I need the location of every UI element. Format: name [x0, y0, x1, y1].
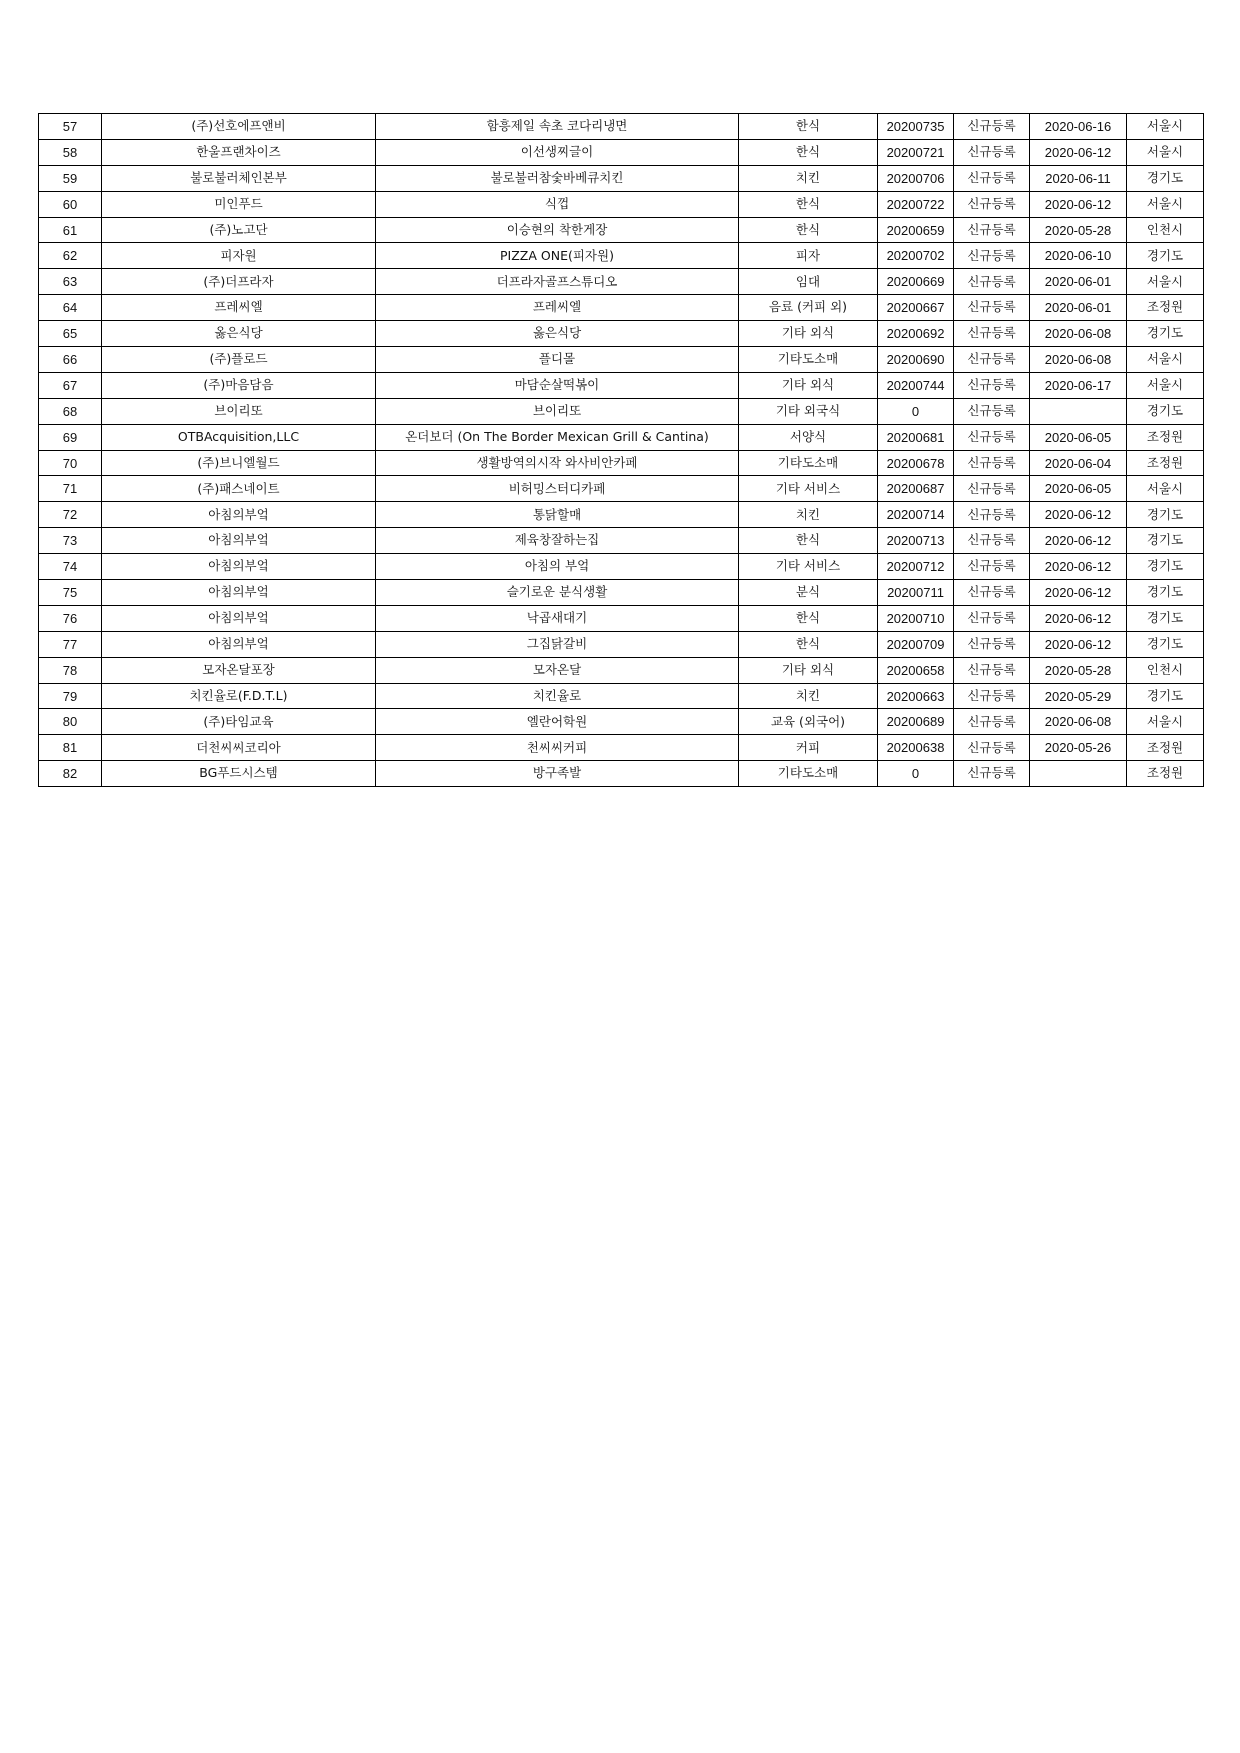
- registration-date-cell: 2020-06-12: [1030, 580, 1127, 606]
- registration-number-cell: 20200669: [878, 269, 954, 295]
- brand-name-cell: 제육창잘하는집: [376, 528, 739, 554]
- registration-date-cell: [1030, 398, 1127, 424]
- region-cell: 서울시: [1127, 191, 1204, 217]
- registration-status-cell: 신규등록: [954, 139, 1030, 165]
- row-number-cell: 61: [39, 217, 102, 243]
- registration-number-cell: 20200687: [878, 476, 954, 502]
- business-category-cell: 피자: [739, 243, 878, 269]
- brand-name-cell: 이선생찌글이: [376, 139, 739, 165]
- brand-name-cell: 엘란어학원: [376, 709, 739, 735]
- table-row: [39, 139, 1204, 165]
- registration-number-cell: 20200721: [878, 139, 954, 165]
- registration-status-cell: 신규등록: [954, 735, 1030, 761]
- business-category-cell: 한식: [739, 631, 878, 657]
- table-row: [39, 217, 1204, 243]
- registration-status-cell: 신규등록: [954, 165, 1030, 191]
- registration-status-cell: 신규등록: [954, 269, 1030, 295]
- registration-date-cell: 2020-05-29: [1030, 683, 1127, 709]
- registration-status-cell: 신규등록: [954, 631, 1030, 657]
- company-name-cell: 모자온달포장: [102, 657, 376, 683]
- table-row: [39, 709, 1204, 735]
- region-cell: 조정원: [1127, 735, 1204, 761]
- region-cell: 경기도: [1127, 243, 1204, 269]
- brand-name-cell: 생활방역의시작 와사비안카페: [376, 450, 739, 476]
- row-number-cell: 63: [39, 269, 102, 295]
- row-number-cell: 77: [39, 631, 102, 657]
- company-name-cell: 미인푸드: [102, 191, 376, 217]
- registration-number-cell: 20200744: [878, 372, 954, 398]
- brand-name-cell: 옳은식당: [376, 321, 739, 347]
- registration-date-cell: 2020-06-11: [1030, 165, 1127, 191]
- region-cell: 조정원: [1127, 424, 1204, 450]
- registration-number-cell: 20200709: [878, 631, 954, 657]
- table-row: [39, 580, 1204, 606]
- business-category-cell: 분식: [739, 580, 878, 606]
- registration-date-cell: 2020-06-12: [1030, 139, 1127, 165]
- company-name-cell: (주)브니엘월드: [102, 450, 376, 476]
- region-cell: 서울시: [1127, 139, 1204, 165]
- row-number-cell: 67: [39, 372, 102, 398]
- company-name-cell: 피자원: [102, 243, 376, 269]
- registration-number-cell: 20200713: [878, 528, 954, 554]
- registration-date-cell: 2020-06-08: [1030, 347, 1127, 373]
- brand-name-cell: 그집닭갈비: [376, 631, 739, 657]
- business-category-cell: 한식: [739, 217, 878, 243]
- company-name-cell: (주)노고단: [102, 217, 376, 243]
- brand-name-cell: 비허밍스터디카페: [376, 476, 739, 502]
- registration-date-cell: 2020-06-05: [1030, 424, 1127, 450]
- brand-name-cell: PIZZA ONE(피자원): [376, 243, 739, 269]
- table-row: [39, 321, 1204, 347]
- company-name-cell: (주)마음담음: [102, 372, 376, 398]
- row-number-cell: 72: [39, 502, 102, 528]
- business-category-cell: 한식: [739, 114, 878, 140]
- registration-number-cell: 20200711: [878, 580, 954, 606]
- registration-number-cell: 0: [878, 761, 954, 787]
- registration-date-cell: 2020-06-17: [1030, 372, 1127, 398]
- business-category-cell: 기타도소매: [739, 450, 878, 476]
- table-body: [39, 114, 1204, 787]
- business-category-cell: 한식: [739, 528, 878, 554]
- business-category-cell: 치킨: [739, 502, 878, 528]
- company-name-cell: (주)플로드: [102, 347, 376, 373]
- brand-name-cell: 방구족발: [376, 761, 739, 787]
- business-category-cell: 커피: [739, 735, 878, 761]
- registration-number-cell: 20200692: [878, 321, 954, 347]
- region-cell: 경기도: [1127, 398, 1204, 424]
- region-cell: 경기도: [1127, 631, 1204, 657]
- registration-date-cell: 2020-06-01: [1030, 269, 1127, 295]
- table-row: [39, 347, 1204, 373]
- registration-number-cell: 20200706: [878, 165, 954, 191]
- region-cell: 서울시: [1127, 269, 1204, 295]
- brand-name-cell: 온더보더 (On The Border Mexican Grill & Cantina): [376, 424, 739, 450]
- row-number-cell: 71: [39, 476, 102, 502]
- table-row: [39, 114, 1204, 140]
- registration-status-cell: 신규등록: [954, 191, 1030, 217]
- table-row: [39, 554, 1204, 580]
- company-name-cell: 프레씨엘: [102, 295, 376, 321]
- company-name-cell: BG푸드시스템: [102, 761, 376, 787]
- business-category-cell: 음료 (커피 외): [739, 295, 878, 321]
- company-name-cell: 아침의부엌: [102, 554, 376, 580]
- row-number-cell: 68: [39, 398, 102, 424]
- table-row: [39, 631, 1204, 657]
- registration-status-cell: 신규등록: [954, 580, 1030, 606]
- registration-date-cell: [1030, 761, 1127, 787]
- region-cell: 인천시: [1127, 657, 1204, 683]
- row-number-cell: 69: [39, 424, 102, 450]
- brand-name-cell: 브이리또: [376, 398, 739, 424]
- registration-date-cell: 2020-06-10: [1030, 243, 1127, 269]
- brand-name-cell: 이승현의 착한게장: [376, 217, 739, 243]
- business-category-cell: 한식: [739, 139, 878, 165]
- registration-status-cell: 신규등록: [954, 709, 1030, 735]
- registration-date-cell: 2020-06-16: [1030, 114, 1127, 140]
- row-number-cell: 62: [39, 243, 102, 269]
- table-row: [39, 657, 1204, 683]
- region-cell: 경기도: [1127, 605, 1204, 631]
- registration-date-cell: 2020-06-08: [1030, 321, 1127, 347]
- registration-status-cell: 신규등록: [954, 502, 1030, 528]
- registration-date-cell: 2020-06-12: [1030, 191, 1127, 217]
- business-category-cell: 기타 서비스: [739, 476, 878, 502]
- brand-name-cell: 천씨씨커피: [376, 735, 739, 761]
- business-category-cell: 기타 서비스: [739, 554, 878, 580]
- company-name-cell: (주)패스네이트: [102, 476, 376, 502]
- business-category-cell: 기타 외식: [739, 372, 878, 398]
- table-row: [39, 424, 1204, 450]
- region-cell: 경기도: [1127, 580, 1204, 606]
- registration-number-cell: 20200659: [878, 217, 954, 243]
- registration-number-cell: 20200722: [878, 191, 954, 217]
- brand-name-cell: 플디몰: [376, 347, 739, 373]
- row-number-cell: 82: [39, 761, 102, 787]
- region-cell: 경기도: [1127, 528, 1204, 554]
- registration-number-cell: 20200702: [878, 243, 954, 269]
- business-category-cell: 임대: [739, 269, 878, 295]
- table-row: [39, 372, 1204, 398]
- row-number-cell: 76: [39, 605, 102, 631]
- registration-status-cell: 신규등록: [954, 424, 1030, 450]
- company-name-cell: 치킨율로(F.D.T.L): [102, 683, 376, 709]
- table-row: [39, 269, 1204, 295]
- company-name-cell: 옳은식당: [102, 321, 376, 347]
- table-row: [39, 295, 1204, 321]
- region-cell: 조정원: [1127, 761, 1204, 787]
- row-number-cell: 58: [39, 139, 102, 165]
- registration-date-cell: 2020-06-01: [1030, 295, 1127, 321]
- brand-name-cell: 함흥제일 속초 코다리냉면: [376, 114, 739, 140]
- table-row: [39, 165, 1204, 191]
- row-number-cell: 60: [39, 191, 102, 217]
- business-category-cell: 한식: [739, 191, 878, 217]
- row-number-cell: 75: [39, 580, 102, 606]
- table-row: [39, 450, 1204, 476]
- registration-number-cell: 20200712: [878, 554, 954, 580]
- brand-name-cell: 식껍: [376, 191, 739, 217]
- company-name-cell: 아침의부엌: [102, 502, 376, 528]
- region-cell: 경기도: [1127, 502, 1204, 528]
- row-number-cell: 65: [39, 321, 102, 347]
- row-number-cell: 81: [39, 735, 102, 761]
- registration-date-cell: 2020-06-08: [1030, 709, 1127, 735]
- company-name-cell: 아침의부엌: [102, 528, 376, 554]
- brand-name-cell: 슬기로운 분식생활: [376, 580, 739, 606]
- business-category-cell: 치킨: [739, 165, 878, 191]
- registration-number-cell: 20200714: [878, 502, 954, 528]
- business-category-cell: 기타 외국식: [739, 398, 878, 424]
- row-number-cell: 66: [39, 347, 102, 373]
- table-row: [39, 761, 1204, 787]
- business-category-cell: 기타도소매: [739, 347, 878, 373]
- region-cell: 경기도: [1127, 165, 1204, 191]
- registration-status-cell: 신규등록: [954, 321, 1030, 347]
- region-cell: 조정원: [1127, 295, 1204, 321]
- row-number-cell: 80: [39, 709, 102, 735]
- registration-number-cell: 20200690: [878, 347, 954, 373]
- registration-number-cell: 20200681: [878, 424, 954, 450]
- row-number-cell: 70: [39, 450, 102, 476]
- table-row: [39, 528, 1204, 554]
- region-cell: 서울시: [1127, 114, 1204, 140]
- business-category-cell: 서양식: [739, 424, 878, 450]
- brand-name-cell: 통닭할매: [376, 502, 739, 528]
- company-name-cell: (주)타임교육: [102, 709, 376, 735]
- brand-name-cell: 아침의 부엌: [376, 554, 739, 580]
- registration-status-cell: 신규등록: [954, 683, 1030, 709]
- row-number-cell: 59: [39, 165, 102, 191]
- region-cell: 서울시: [1127, 709, 1204, 735]
- registration-status-cell: 신규등록: [954, 217, 1030, 243]
- company-name-cell: 아침의부엌: [102, 631, 376, 657]
- business-category-cell: 한식: [739, 605, 878, 631]
- table-row: [39, 398, 1204, 424]
- row-number-cell: 64: [39, 295, 102, 321]
- brand-name-cell: 더프라자골프스튜디오: [376, 269, 739, 295]
- table-row: [39, 683, 1204, 709]
- business-category-cell: 교육 (외국어): [739, 709, 878, 735]
- row-number-cell: 57: [39, 114, 102, 140]
- registration-number-cell: 20200678: [878, 450, 954, 476]
- registration-status-cell: 신규등록: [954, 243, 1030, 269]
- registration-status-cell: 신규등록: [954, 605, 1030, 631]
- company-name-cell: OTBAcquisition,LLC: [102, 424, 376, 450]
- company-name-cell: 아침의부엌: [102, 580, 376, 606]
- brand-name-cell: 치킨율로: [376, 683, 739, 709]
- registration-number-cell: 20200710: [878, 605, 954, 631]
- registration-number-cell: 20200638: [878, 735, 954, 761]
- registration-status-cell: 신규등록: [954, 347, 1030, 373]
- table-row: [39, 243, 1204, 269]
- registration-number-cell: 0: [878, 398, 954, 424]
- registration-date-cell: 2020-06-04: [1030, 450, 1127, 476]
- company-name-cell: 아침의부엌: [102, 605, 376, 631]
- registration-status-cell: 신규등록: [954, 528, 1030, 554]
- row-number-cell: 73: [39, 528, 102, 554]
- registration-date-cell: 2020-06-12: [1030, 528, 1127, 554]
- table-row: [39, 502, 1204, 528]
- table-row: [39, 191, 1204, 217]
- registration-date-cell: 2020-05-28: [1030, 217, 1127, 243]
- registration-status-cell: 신규등록: [954, 398, 1030, 424]
- company-name-cell: 브이리또: [102, 398, 376, 424]
- region-cell: 경기도: [1127, 321, 1204, 347]
- brand-name-cell: 불로불러참숯바베큐치킨: [376, 165, 739, 191]
- registration-status-cell: 신규등록: [954, 761, 1030, 787]
- registration-status-cell: 신규등록: [954, 372, 1030, 398]
- region-cell: 경기도: [1127, 554, 1204, 580]
- company-name-cell: (주)더프라자: [102, 269, 376, 295]
- franchise-registration-table: [38, 113, 1204, 787]
- brand-name-cell: 모자온달: [376, 657, 739, 683]
- registration-status-cell: 신규등록: [954, 554, 1030, 580]
- region-cell: 조정원: [1127, 450, 1204, 476]
- registration-number-cell: 20200735: [878, 114, 954, 140]
- table-row: [39, 605, 1204, 631]
- brand-name-cell: 마담순살떡볶이: [376, 372, 739, 398]
- registration-date-cell: 2020-05-26: [1030, 735, 1127, 761]
- brand-name-cell: 프레씨엘: [376, 295, 739, 321]
- registration-status-cell: 신규등록: [954, 114, 1030, 140]
- row-number-cell: 74: [39, 554, 102, 580]
- region-cell: 서울시: [1127, 347, 1204, 373]
- region-cell: 서울시: [1127, 476, 1204, 502]
- region-cell: 서울시: [1127, 372, 1204, 398]
- registration-status-cell: 신규등록: [954, 450, 1030, 476]
- business-category-cell: 치킨: [739, 683, 878, 709]
- registration-date-cell: 2020-06-12: [1030, 631, 1127, 657]
- registration-number-cell: 20200667: [878, 295, 954, 321]
- row-number-cell: 79: [39, 683, 102, 709]
- registration-status-cell: 신규등록: [954, 657, 1030, 683]
- registration-date-cell: 2020-06-05: [1030, 476, 1127, 502]
- company-name-cell: 더천씨씨코리아: [102, 735, 376, 761]
- company-name-cell: 불로불러체인본부: [102, 165, 376, 191]
- business-category-cell: 기타 외식: [739, 321, 878, 347]
- row-number-cell: 78: [39, 657, 102, 683]
- registration-date-cell: 2020-06-12: [1030, 554, 1127, 580]
- region-cell: 인천시: [1127, 217, 1204, 243]
- brand-name-cell: 낙곱새대기: [376, 605, 739, 631]
- registration-number-cell: 20200658: [878, 657, 954, 683]
- table-row: [39, 735, 1204, 761]
- registration-status-cell: 신규등록: [954, 476, 1030, 502]
- company-name-cell: 한울프랜차이즈: [102, 139, 376, 165]
- registration-date-cell: 2020-06-12: [1030, 502, 1127, 528]
- registration-number-cell: 20200689: [878, 709, 954, 735]
- company-name-cell: (주)선호에프앤비: [102, 114, 376, 140]
- business-category-cell: 기타 외식: [739, 657, 878, 683]
- registration-number-cell: 20200663: [878, 683, 954, 709]
- registration-date-cell: 2020-06-12: [1030, 605, 1127, 631]
- business-category-cell: 기타도소매: [739, 761, 878, 787]
- registration-date-cell: 2020-05-28: [1030, 657, 1127, 683]
- region-cell: 경기도: [1127, 683, 1204, 709]
- table-row: [39, 476, 1204, 502]
- registration-status-cell: 신규등록: [954, 295, 1030, 321]
